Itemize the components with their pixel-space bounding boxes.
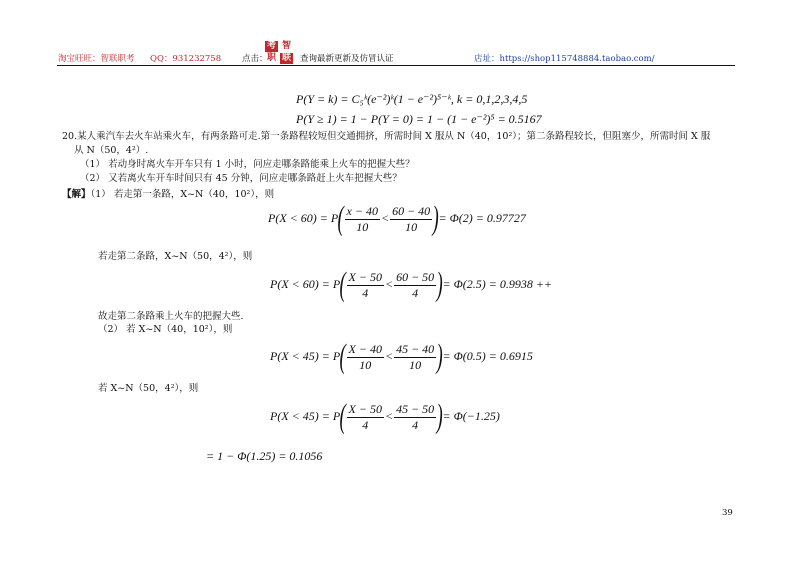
equation-4: P(X < 45) = P( $\frac{X - 50}{4}$ < $\frac{45 - 50}{4}$ )= Φ(−1.25) xyxy=(270,398,500,435)
solution-step-2: 若走第二条路，X~N（50，4²），则 xyxy=(98,251,253,262)
equation-3: P(X < 45) = P( $\frac{X - 40}{10}$ < $\frac{45 - 40}{10}$ )= Φ(0.5) = 0.6915 xyxy=(270,338,533,375)
logo-char-kao: 考 xyxy=(266,41,276,51)
query-text: 查询最新更新及仿冒认证 xyxy=(300,54,394,64)
equation-5: = 1 − Φ(1.25) = 0.1056 xyxy=(206,449,323,463)
solution-step-1: （1） 若走第一条路，X~N（40，10²），则 xyxy=(90,189,275,200)
logo-char-zhi2: 职 xyxy=(266,53,276,63)
problem-line-1: 20.某人乘汽车去火车站乘火车，有两条路可走.第一条路程较短但交通拥挤，所需时间 X 服从 N（40，10²）；第二条路程较长，但阻塞少，所需时间 X 服 xyxy=(62,131,711,142)
solution-conclusion-1: 故走第二条路乘上火车的把握大些. xyxy=(98,311,244,322)
solution-label: 【解】 xyxy=(62,189,91,200)
equation-1: P(X < 60) = P( $\frac{x - 40}{10}$ < $\frac{60 - 40}{10}$ )= Φ(2) = 0.97727 xyxy=(268,200,526,237)
zhilian-logo xyxy=(265,40,295,64)
equation-2: P(X < 60) = P( $\frac{X - 50}{4}$ < $\frac{60 - 50}{4}$ )= Φ(2.5) = 0.9938 ++ xyxy=(270,266,553,303)
solution-step-4: （2） 若 X~N（40，10²），则 xyxy=(98,324,233,335)
question-2: （2） 又若离火车开车时间只有 45 分钟，问应走哪条路赶上火车把握大些？ xyxy=(80,173,402,184)
qq-number: QQ：931232758 xyxy=(150,54,222,64)
click-label: 点击： xyxy=(242,54,268,64)
logo-char-zhi: 智 xyxy=(281,41,291,51)
formula-binomial: P(Y = k) = C₅ᵏ(e⁻²)ᵏ(1 − e⁻²)⁵⁻ᵏ, k = 0,1,2,3,4,5 xyxy=(296,92,528,106)
problem-line-2: 从 N（50，4²）. xyxy=(74,145,149,156)
store-link[interactable]: 店址：https://shop115748884.taobao.com/ xyxy=(474,54,655,64)
header-divider xyxy=(57,65,735,66)
logo-char-lian: 联 xyxy=(281,53,291,63)
formula-at-least-one: P(Y ≥ 1) = 1 − P(Y = 0) = 1 − (1 − e⁻²)⁵ = 0.5167 xyxy=(296,112,542,126)
solution-step-5: 若 X~N（50，4²），则 xyxy=(98,383,199,394)
solution-part-1 xyxy=(62,189,274,201)
page-number: 39 xyxy=(722,508,733,518)
question-1: （1） 若动身时离火车开车只有 1 小时，问应走哪条路能乘上火车的把握大些？ xyxy=(80,159,415,170)
shop-name: 淘宝旺旺：智联职考 xyxy=(58,54,135,64)
